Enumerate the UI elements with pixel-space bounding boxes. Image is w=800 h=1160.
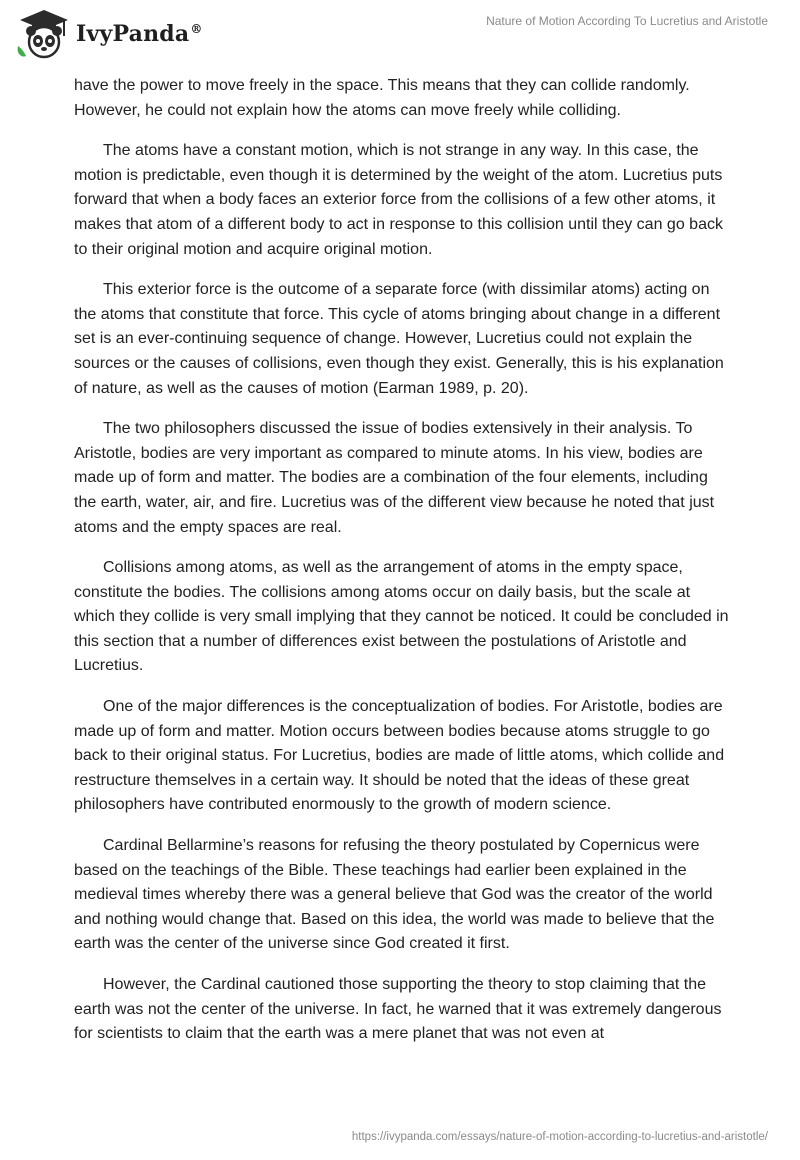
paragraph-8: However, the Cardinal cautioned those supporting the theory to stop claiming that the earth was not the center of the universe. In fact, he warned that it was extremely dangerous for scientists to claim that the earth was a mere planet that was not even at xyxy=(74,976,722,1043)
brand-logo[interactable] xyxy=(14,6,203,62)
paragraph-5: Collisions among atoms, as well as the arrangement of atoms in the empty space, constitute the bodies. The collisions among atoms occur on daily basis, but the scale at which they collide is very small implying that they cannot be noticed. It could be concluded in this section that a number of differences exist between the postulations of Aristotle and Lucretius. xyxy=(74,559,729,675)
paragraph-4: The two philosophers discussed the issue of bodies extensively in their analysis. To Aristotle, bodies are very important as compared to minute atoms. In his view, bodies are made up of form and matter. The bodies are a combination of the four elements, including the earth, water, air, and fire. Lucretius was of the different view because he noted that just atoms and the empty spaces are real. xyxy=(74,420,715,536)
paragraph-1: have the power to move freely in the space. This means that they can collide randomly. However, he could not explain how the atoms can move freely while colliding. xyxy=(74,77,690,119)
paragraph-7: Cardinal Bellarmine’s reasons for refusing the theory postulated by Copernicus were based on the teachings of the Bible. These teachings had earlier been explained in the medieval times whereby there was a general believe that God was the creator of the world and nothing would change that. Based on this idea, the world was made to believe that the earth was the center of the universe since God created it first. xyxy=(74,837,715,953)
paragraph-6: One of the major differences is the conceptualization of bodies. For Aristotle, bodies are made up of form and matter. Motion occurs between bodies because atoms struggle to go back to their original status. For Lucretius, bodies are made of little atoms, which collide and restructure themselves in a certain way. It should be noted that the ideas of these great philosophers have contributed enormously to the growth of modern science. xyxy=(74,698,725,814)
paragraph-3: This exterior force is the outcome of a separate force (with dissimilar atoms) acting on the atoms that constitute that force. This cycle of atoms bringing about change in a different set is an ever-continuing sequence of change. However, Lucretius could not explain the sources or the causes of collisions, even though they exist. Generally, this is his explanation of nature, as well as the causes of motion (Earman 1989, p. 20). xyxy=(74,281,724,397)
document-title: Nature of Motion According To Lucretius and Aristotle xyxy=(486,14,768,28)
paragraph-2: The atoms have a constant motion, which is not strange in any way. In this case, the motion is predictable, even though it is determined by the weight of the atom. Lucretius puts forward that when a body faces an exterior force from the collisions of a few other atoms, it makes that atom of a different body to act in response to this collision until they can go back to their original motion and acquire original motion. xyxy=(74,142,723,258)
panda-graduate-logo-icon xyxy=(14,6,70,62)
brand-name: IvyPanda® xyxy=(76,21,203,47)
page-header xyxy=(0,0,800,70)
essay-body xyxy=(74,74,734,1063)
source-url[interactable]: https://ivypanda.com/essays/nature-of-motion-according-to-lucretius-and-aristotle/ xyxy=(351,1131,768,1143)
registered-mark: ® xyxy=(190,21,203,36)
